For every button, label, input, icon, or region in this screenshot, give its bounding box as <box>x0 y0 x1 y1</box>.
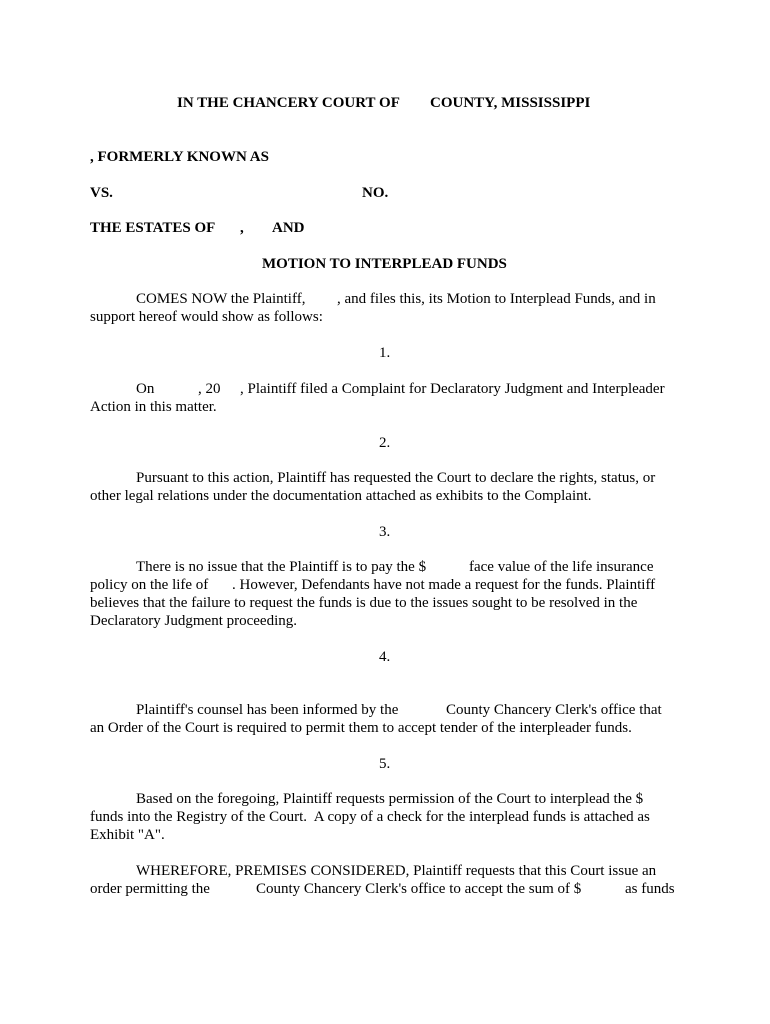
caption-and: AND <box>272 220 305 236</box>
p5-line-1: Based on the foregoing, Plaintiff requests permission of the Court to interplead the $ <box>136 791 644 807</box>
caption-vs: VS. <box>90 185 113 201</box>
intro-line-2: support hereof would show as follows: <box>90 309 323 325</box>
p3-line-1b: face value of the life insurance <box>469 559 654 575</box>
paragraph-number-5: 5. <box>379 756 391 772</box>
p5-line-3: Exhibit "A". <box>90 827 165 843</box>
p3-line-4: Declaratory Judgment proceeding. <box>90 613 298 629</box>
p3-line-1a: There is no issue that the Plaintiff is to pay the $ <box>136 559 427 575</box>
p4-line-1a: Plaintiff's counsel has been informed by the <box>136 702 399 718</box>
wherefore-line-2a: order permitting the <box>90 881 210 897</box>
caption-formerly-known: , FORMERLY KNOWN AS <box>90 149 269 165</box>
paragraph-number-2: 2. <box>379 435 391 451</box>
p1-line-1a: On <box>136 381 155 397</box>
p3-line-2a: policy on the life of <box>90 577 209 593</box>
caption-case-number: NO. <box>362 185 389 201</box>
p3-line-2b: . However, Defendants have not made a request for the funds. Plaintiff <box>232 577 656 593</box>
wherefore-line-2c: as funds <box>625 881 675 897</box>
p1-line-1b: , 20 <box>198 381 221 397</box>
wherefore-line-2b: County Chancery Clerk's office to accept the sum of $ <box>256 881 582 897</box>
wherefore-line-1: WHEREFORE, PREMISES CONSIDERED, Plaintiff requests that this Court issue an <box>136 863 657 879</box>
court-heading-right: COUNTY, MISSISSIPPI <box>430 95 591 111</box>
paragraph-number-4: 4. <box>379 649 391 665</box>
paragraph-number-1: 1. <box>379 345 391 361</box>
p3-line-3: believes that the failure to request the funds is due to the issues sought to be resolved in the <box>90 595 638 611</box>
p1-line-2: Action in this matter. <box>90 399 217 415</box>
p2-line-1: Pursuant to this action, Plaintiff has requested the Court to declare the rights, status, or <box>136 470 656 486</box>
court-heading-left: IN THE CHANCERY COURT OF <box>177 95 400 111</box>
paragraph-number-3: 3. <box>379 524 391 540</box>
intro-line-1b: , and files this, its Motion to Interplead Funds, and in <box>337 291 656 307</box>
p5-line-2: funds into the Registry of the Court. A copy of a check for the interplead funds is attached as <box>90 809 650 825</box>
caption-estates-of: THE ESTATES OF <box>90 220 216 236</box>
motion-title: MOTION TO INTERPLEAD FUNDS <box>262 256 507 272</box>
intro-line-1a: COMES NOW the Plaintiff, <box>136 291 306 307</box>
p2-line-2: other legal relations under the documentation attached as exhibits to the Complaint. <box>90 488 592 504</box>
p4-line-2: an Order of the Court is required to permit them to accept tender of the interpleader funds. <box>90 720 632 736</box>
caption-comma: , <box>240 220 244 236</box>
p1-line-1c: , Plaintiff filed a Complaint for Declaratory Judgment and Interpleader <box>240 381 665 397</box>
p4-line-1b: County Chancery Clerk's office that <box>446 702 662 718</box>
